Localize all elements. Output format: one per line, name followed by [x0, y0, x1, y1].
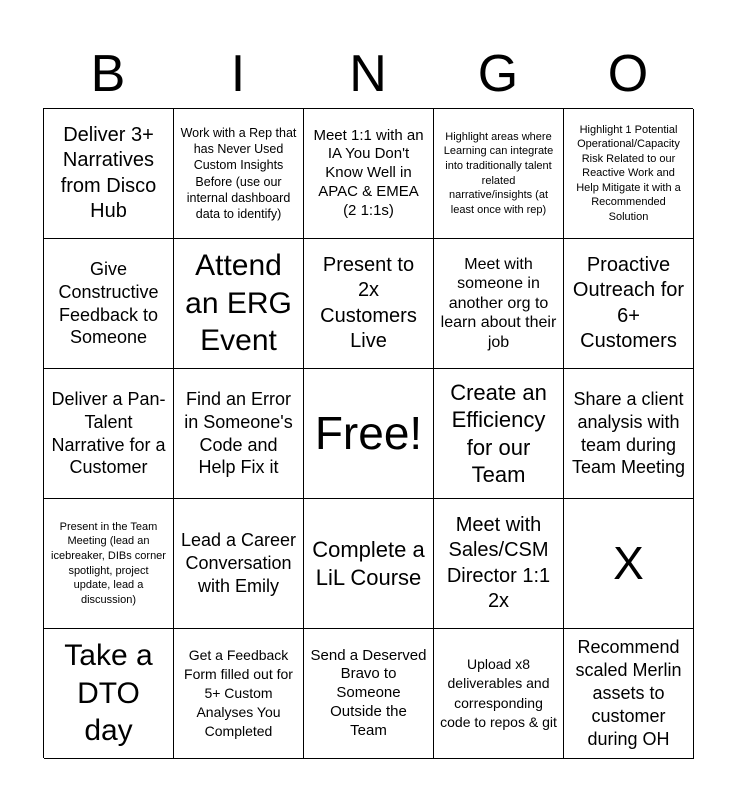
bingo-cell-3-2[interactable] [174, 369, 304, 499]
bingo-cell-4-2[interactable] [174, 499, 304, 629]
bingo-header [43, 40, 693, 108]
cell-text: Meet 1:1 with an IA You Don't Know Well in APAC & EMEA (2 1:1s) [313, 126, 424, 219]
cell-text: Complete a LiL Course [312, 537, 425, 590]
bingo-cell-5-2[interactable] [174, 629, 304, 759]
free-space-text: Free! [314, 407, 423, 460]
cell-text: Present in the Team Meeting (lead an icebreaker, DIBs corner spotlight, project update, lead a discussion) [51, 520, 166, 606]
bingo-cell-3-3-free[interactable] [304, 369, 434, 499]
cell-text: Meet with Sales/CSM Director 1:1 2x [446, 513, 551, 612]
bingo-cell-1-3[interactable] [304, 109, 434, 239]
bingo-cell-4-3[interactable] [304, 499, 434, 629]
cell-text: Highlight 1 Potential Operational/Capacity Risk Related to our Reactive Work and Help Mitigate it with a Recommended Solution [576, 123, 681, 223]
bingo-cell-2-4[interactable] [434, 239, 564, 369]
bingo-cell-5-3[interactable] [304, 629, 434, 759]
bingo-cell-5-1[interactable] [44, 629, 174, 759]
header-letter-n: N [349, 45, 387, 103]
bingo-cell-3-5[interactable] [564, 369, 694, 499]
cell-text: Present to 2x Customers Live [320, 253, 417, 352]
cell-text: Upload x8 deliverables and corresponding code to repos & git [440, 656, 557, 730]
cell-text: Work with a Rep that has Never Used Custom Insights Before (use our internal dashboard data to identify) [180, 125, 297, 221]
cell-text: Take a DTO day [64, 639, 153, 748]
cell-text: Find an Error in Someone's Code and Help Fix it [184, 388, 293, 478]
bingo-cell-2-5[interactable] [564, 239, 694, 369]
cell-text: Share a client analysis with team during Team Meeting [571, 388, 686, 478]
cell-text: Get a Feedback Form filled out for 5+ Custom Analyses You Completed [184, 646, 293, 740]
bingo-cell-1-2[interactable] [174, 109, 304, 239]
cell-text: Send a Deserved Bravo to Someone Outside the Team [310, 646, 427, 739]
bingo-cell-1-5[interactable] [564, 109, 694, 239]
bingo-cell-1-4[interactable] [434, 109, 564, 239]
bingo-cell-5-5[interactable] [564, 629, 694, 759]
cell-text: Deliver a Pan-Talent Narrative for a Customer [51, 388, 166, 478]
bingo-cell-2-3[interactable] [304, 239, 434, 369]
bingo-cell-2-1[interactable] [44, 239, 174, 369]
bingo-cell-3-4[interactable] [434, 369, 564, 499]
cell-text: Recommend scaled Merlin assets to customer during OH [575, 637, 682, 749]
bingo-cell-2-2[interactable] [174, 239, 304, 369]
bingo-cell-4-5[interactable] [564, 499, 694, 629]
cell-text: Lead a Career Conversation with Emily [180, 530, 297, 596]
cell-text: Meet with someone in another org to learn about their job [440, 255, 557, 351]
cell-text: Attend an ERG Event [185, 249, 292, 358]
cell-text: Proactive Outreach for 6+ Customers [572, 253, 685, 352]
cell-text: Deliver 3+ Narratives from Disco Hub [60, 123, 157, 222]
cell-text: X [613, 537, 644, 590]
bingo-cell-5-4[interactable] [434, 629, 564, 759]
bingo-cell-1-1[interactable] [44, 109, 174, 239]
cell-text: Highlight areas where Learning can integrate into traditionally talent related narrative/insights (at least once with rep) [443, 130, 554, 216]
header-letter-i: I [230, 45, 246, 103]
header-letter-o: O [607, 45, 649, 103]
bingo-grid [43, 108, 693, 758]
bingo-cell-3-1[interactable] [44, 369, 174, 499]
cell-text: Give Constructive Feedback to Someone [58, 258, 159, 348]
bingo-cell-4-4[interactable] [434, 499, 564, 629]
cell-text: Create an Efficiency for our Team [450, 379, 547, 487]
header-letter-b: B [90, 45, 126, 103]
header-letter-g: G [477, 45, 519, 103]
bingo-cell-4-1[interactable] [44, 499, 174, 629]
